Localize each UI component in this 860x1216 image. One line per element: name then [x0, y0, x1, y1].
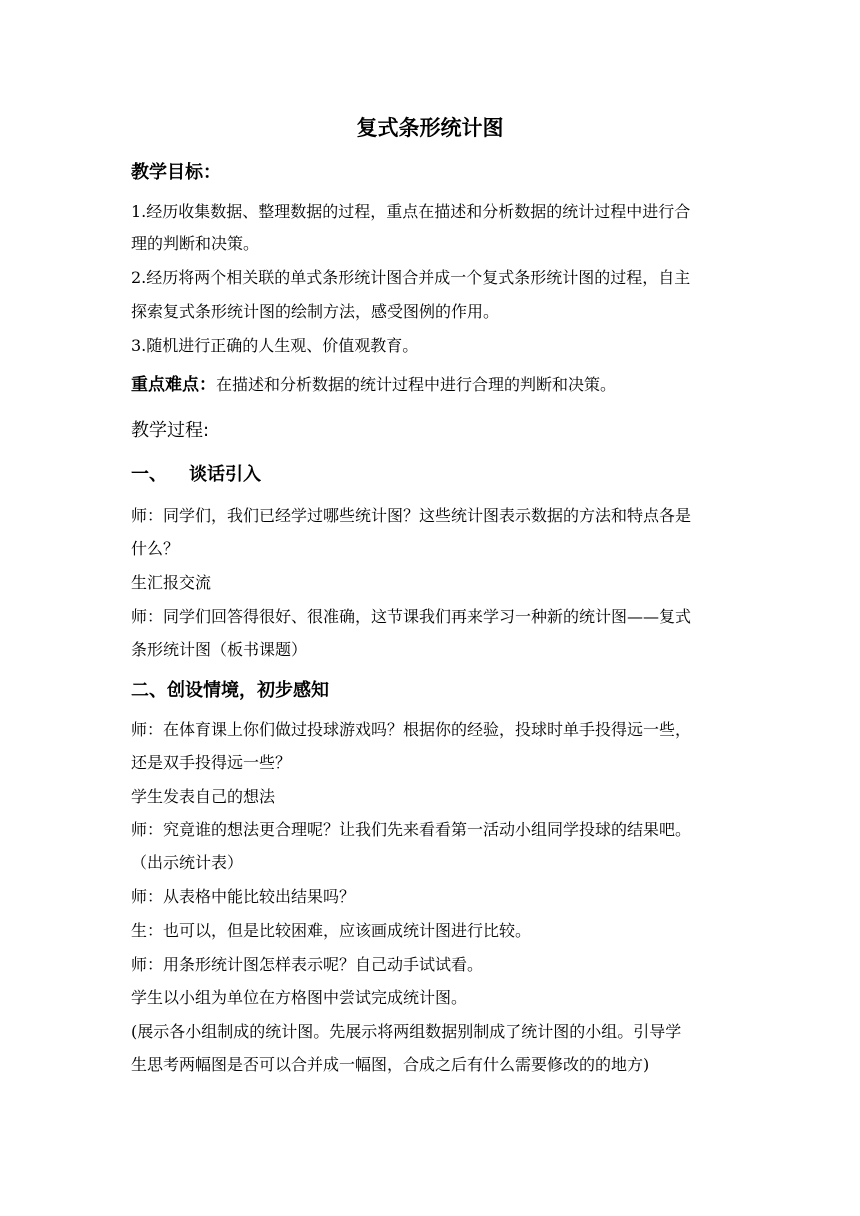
objective-2-line-1: 2.经历将两个相关联的单式条形统计图合并成一个复式条形统计图的过程，自主 — [131, 268, 691, 287]
objective-3: 3.随机进行正确的人生观、价值观教育。 — [131, 336, 419, 355]
section-2-line: 学生发表自己的想法 — [131, 787, 276, 806]
section-2-line: (展示各小组制成的统计图。先展示将两组数据别制成了统计图的小组。引导学 — [131, 1022, 682, 1041]
section-2-heading: 二、创设情境，初步感知 — [131, 680, 329, 701]
section-1-title: 谈话引入 — [189, 464, 261, 485]
keypoints-paragraph — [131, 374, 731, 396]
section-2-line: 还是双手投得远一些？ — [131, 753, 292, 772]
section-2-line: 师：从表格中能比较出结果吗？ — [131, 887, 356, 906]
section-1-line: 条形统计图（板书课题） — [131, 640, 308, 659]
section-2-line: 生：也可以，但是比较困难，应该画成统计图进行比较。 — [131, 921, 532, 940]
section-1-heading — [131, 462, 731, 488]
section-2-line: 生思考两幅图是否可以合并成一幅图，合成之后有什么需要修改的的地方) — [131, 1055, 650, 1074]
keypoints-text: 在描述和分析数据的统计过程中进行合理的判断和决策。 — [216, 375, 617, 394]
section-1-line: 师：同学们，我们已经学过哪些统计图？这些统计图表示数据的方法和特点各是 — [131, 506, 692, 525]
section-2-line: （出示统计表） — [131, 853, 244, 872]
section-1-line: 师：同学们回答得很好、很准确，这节课我们再来学习一种新的统计图——复式 — [131, 607, 692, 626]
section-1-line: 什么？ — [131, 539, 180, 558]
process-heading: 教学过程: — [131, 420, 210, 441]
objective-2-line-2: 探索复式条形统计图的绘制方法，感受图例的作用。 — [131, 302, 500, 321]
section-2-line: 师：在体育课上你们做过投球游戏吗？根据你的经验，投球时单手投得远一些， — [131, 720, 692, 739]
section-1-line: 生汇报交流 — [131, 573, 212, 592]
objective-1-line-1: 1.经历收集数据、整理数据的过程，重点在描述和分析数据的统计过程中进行合 — [131, 202, 691, 221]
objective-1-line-2: 理的判断和决策。 — [131, 234, 260, 253]
section-2-line: 师：究竟谁的想法更合理呢？让我们先来看看第一活动小组同学投球的结果吧。 — [131, 820, 692, 839]
section-2-line: 师：用条形统计图怎样表示呢？自己动手试试看。 — [131, 955, 484, 974]
document-title: 复式条形统计图 — [356, 116, 504, 140]
keypoints-label: 重点难点： — [131, 375, 216, 395]
section-2-line: 学生以小组为单位在方格图中尝试完成统计图。 — [131, 988, 468, 1007]
section-1-number: 一、 — [131, 464, 167, 485]
objectives-heading: 教学目标： — [131, 162, 221, 183]
